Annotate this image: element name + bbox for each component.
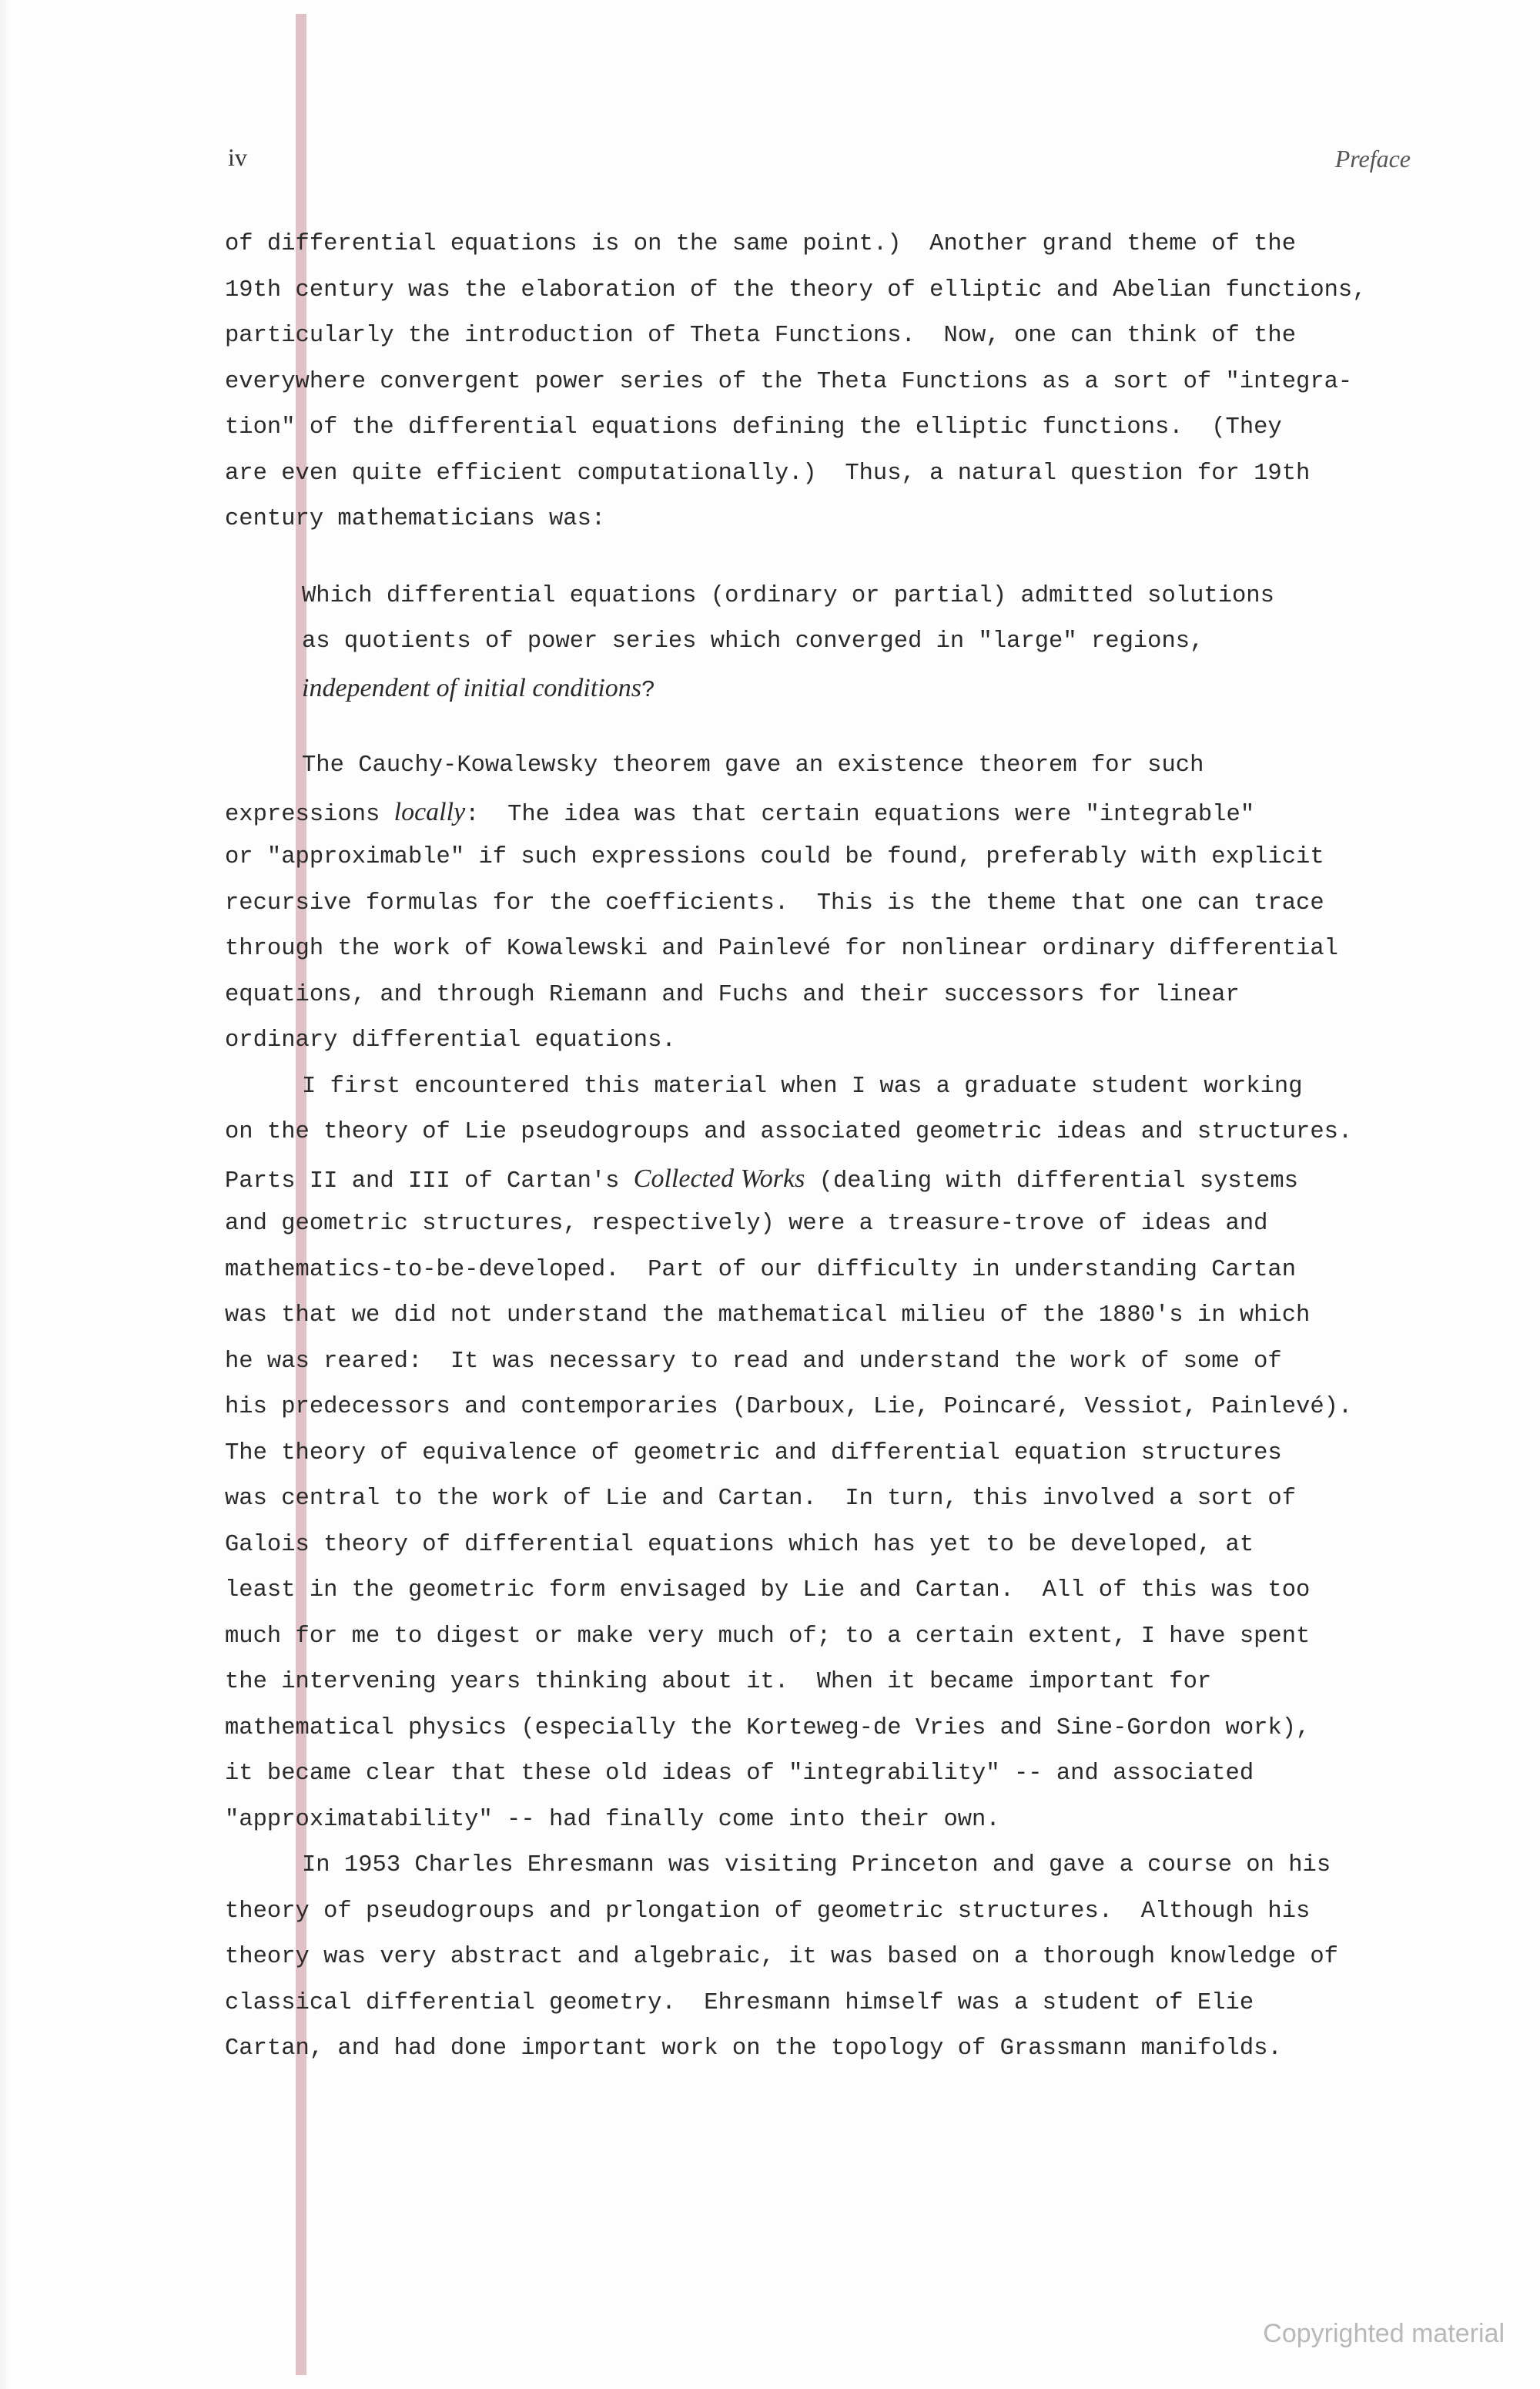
text-line: tion" of the differential equations defining the elliptic functions. (They bbox=[225, 414, 1282, 441]
text-line: particularly the introduction of Theta Functions. Now, one can think of the bbox=[225, 323, 1297, 349]
text-line: The Cauchy-Kowalewsky theorem gave an existence theorem for such bbox=[302, 752, 1204, 779]
quote-line: as quotients of power series which converged in "large" regions, bbox=[302, 628, 1204, 655]
text-line: "approximatability" -- had finally come into their own. bbox=[225, 1806, 1000, 1833]
text-line: are even quite efficient computationally.) Thus, a natural question for 19th bbox=[225, 460, 1311, 487]
text-line bbox=[225, 789, 1488, 836]
text-line: was that we did not understand the mathematical milieu of the 1880's in which bbox=[225, 1302, 1311, 1329]
paragraph bbox=[225, 1064, 1488, 1844]
italic-word: locally bbox=[393, 797, 466, 826]
text-line: classical differential geometry. Ehresmann himself was a student of Elie bbox=[225, 1989, 1254, 2016]
text-line: theory of pseudogroups and prlongation of geometric structures. Although his bbox=[225, 1898, 1311, 1925]
text-line: The theory of equivalence of geometric and differential equation structures bbox=[225, 1439, 1282, 1466]
text-span: Parts II and III of Cartan's bbox=[225, 1168, 634, 1194]
paragraph bbox=[225, 743, 1488, 1064]
text-line: was central to the work of Lie and Cartan. In turn, this involved a sort of bbox=[225, 1486, 1297, 1512]
page-number: iv bbox=[228, 143, 247, 171]
text-span: (dealing with differential systems bbox=[805, 1168, 1298, 1194]
quote-punctuation: ? bbox=[641, 677, 656, 704]
text-line: or "approximable" if such expressions could be found, preferably with explicit bbox=[225, 844, 1324, 870]
text-line: theory was very abstract and algebraic, it was based on a thorough knowledge of bbox=[225, 1944, 1338, 1970]
running-header: Preface bbox=[1334, 145, 1411, 173]
text-line: mathematics-to-be-developed. Part of our difficulty in understanding Cartan bbox=[225, 1256, 1297, 1283]
text-line: of differential equations is on the same point.) Another grand theme of the bbox=[225, 231, 1297, 257]
text-line: Cartan, and had done important work on the topology of Grassmann manifolds. bbox=[225, 2036, 1282, 2062]
text-span: : The idea was that certain equations were "integrable" bbox=[465, 801, 1255, 828]
text-line: mathematical physics (especially the Korteweg-de Vries and Sine-Gordon work), bbox=[225, 1714, 1311, 1741]
text-line bbox=[225, 1156, 1488, 1202]
text-line: century mathematicians was: bbox=[225, 506, 606, 532]
text-line: everywhere convergent power series of the Theta Functions as a sort of "integra- bbox=[225, 368, 1353, 395]
quote-line: Which differential equations (ordinary or partial) admitted solutions bbox=[302, 582, 1274, 609]
text-line: least in the geometric form envisaged by Lie and Cartan. All of this was too bbox=[225, 1577, 1311, 1603]
text-line: In 1953 Charles Ehresmann was visiting Princeton and gave a course on his bbox=[302, 1852, 1331, 1878]
text-line: his predecessors and contemporaries (Darboux, Lie, Poincaré, Vessiot, Painlevé). bbox=[225, 1394, 1353, 1420]
text-line: Galois theory of differential equations which has yet to be developed, at bbox=[225, 1531, 1254, 1558]
text-line: it became clear that these old ideas of "integrability" -- and associated bbox=[225, 1761, 1254, 1787]
text-line: ordinary differential equations. bbox=[225, 1027, 676, 1054]
text-line: the intervening years thinking about it. When it became important for bbox=[225, 1669, 1212, 1695]
spacer bbox=[225, 543, 1488, 574]
text-line: through the work of Kowalewski and Painlevé for nonlinear ordinary differential bbox=[225, 936, 1338, 962]
paragraph bbox=[225, 222, 1488, 543]
spacer bbox=[225, 711, 1488, 743]
italic-phrase: independent of initial conditions bbox=[302, 673, 642, 702]
text-line: equations, and through Riemann and Fuchs and their successors for linear bbox=[225, 981, 1240, 1008]
text-line: he was reared: It was necessary to read and understand the work of some of bbox=[225, 1348, 1282, 1375]
text-line: much for me to digest or make very much of; to a certain extent, I have spent bbox=[225, 1623, 1311, 1650]
text-span: expressions bbox=[225, 801, 394, 828]
body-text bbox=[225, 222, 1488, 2072]
text-line: I first encountered this material when I was a graduate student working bbox=[302, 1073, 1303, 1100]
page-edge-shadow bbox=[0, 0, 11, 2389]
italic-title: Collected Works bbox=[633, 1164, 805, 1193]
text-line: recursive formulas for the coefficients. This is the theme that one can trace bbox=[225, 890, 1324, 916]
block-quote bbox=[225, 574, 1488, 712]
text-line: on the theory of Lie pseudogroups and associated geometric ideas and structures. bbox=[225, 1119, 1353, 1145]
text-line: 19th century was the elaboration of the theory of elliptic and Abelian functions, bbox=[225, 276, 1367, 303]
text-line: and geometric structures, respectively) were a treasure-trove of ideas and bbox=[225, 1211, 1268, 1237]
copyright-watermark: Copyrighted material bbox=[1263, 2319, 1505, 2348]
quote-line bbox=[225, 665, 1488, 712]
paragraph bbox=[225, 1843, 1488, 2072]
